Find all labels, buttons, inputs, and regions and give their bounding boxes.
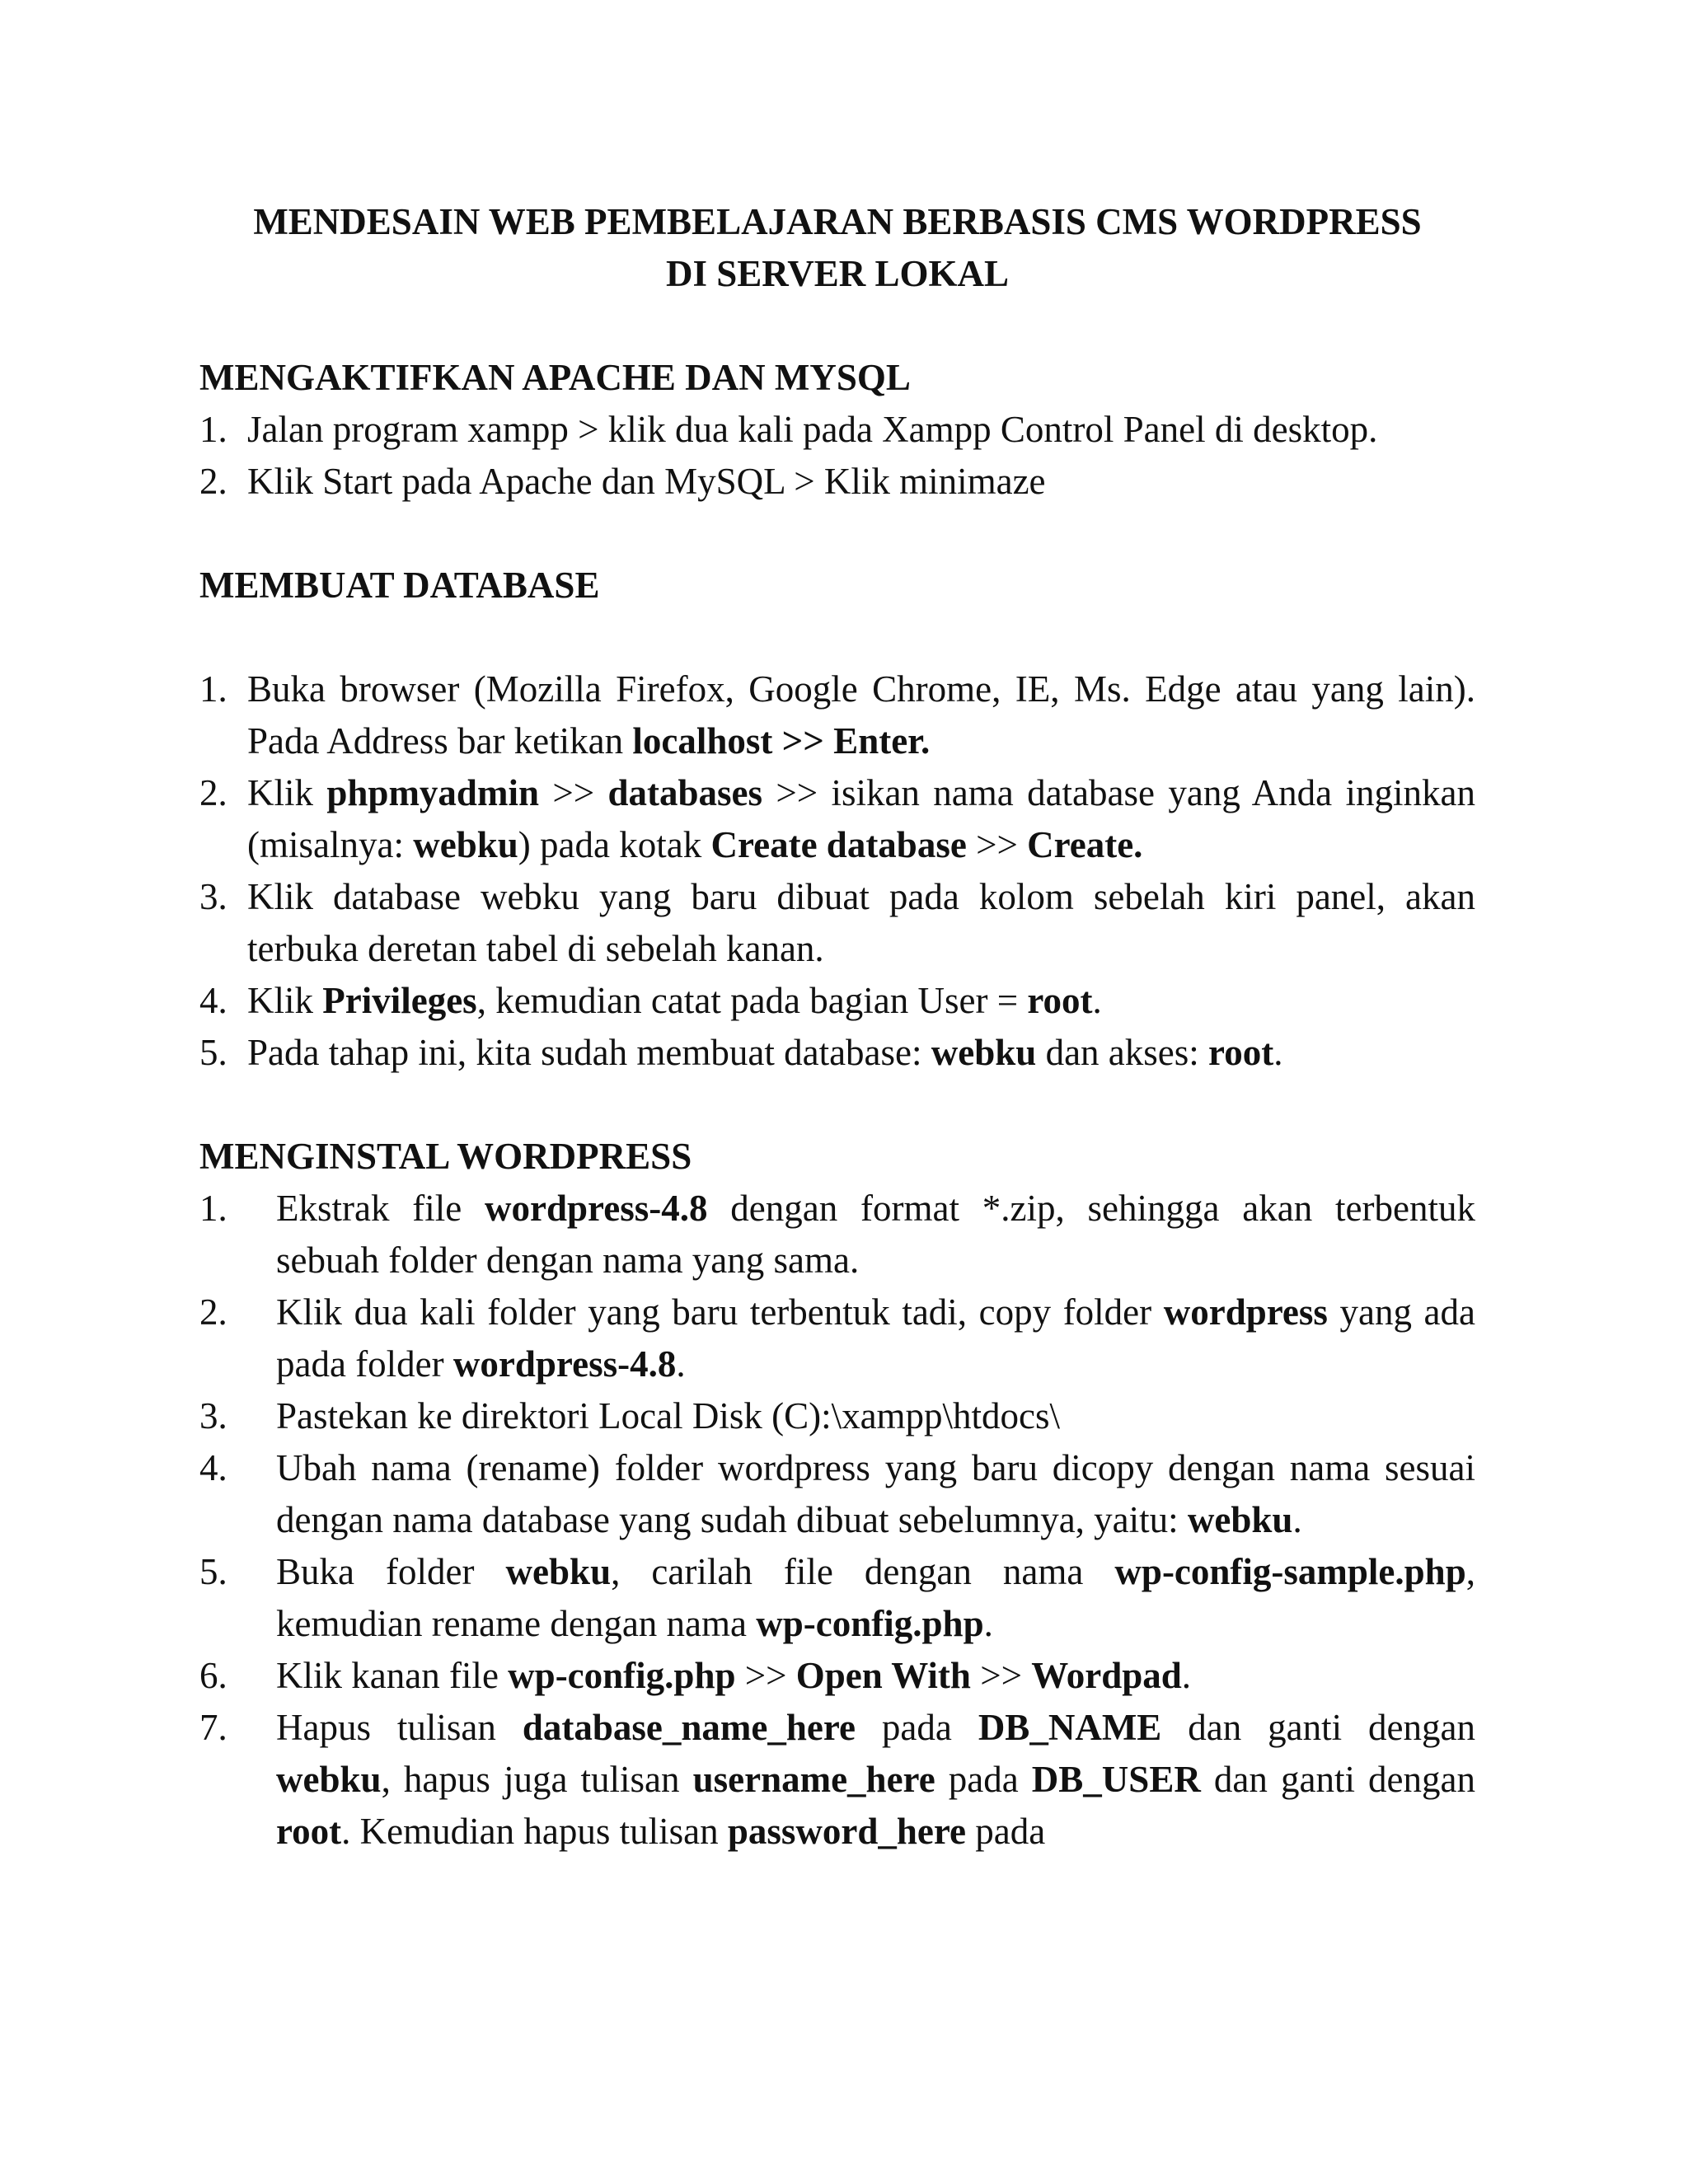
list-item-bold-text: DB_USER xyxy=(1031,1759,1201,1800)
list-item-bold-text: phpmyadmin xyxy=(326,772,539,813)
list-item-text: >> xyxy=(538,772,608,813)
list-item-text: . Kemudian hapus tulisan xyxy=(341,1811,728,1852)
list-item-text: >> xyxy=(970,1655,1032,1696)
list-item xyxy=(199,663,1475,767)
list-item-text: Ubah nama (rename) folder wordpress yang baru dicopy dengan nama sesuai dengan nama database yang sudah dibuat sebelumnya, yaitu: xyxy=(276,1447,1475,1540)
list-item-text: Pada tahap ini, kita sudah membuat database: xyxy=(247,1032,931,1073)
list-item-bold-text: Create. xyxy=(1027,824,1143,865)
list-item-bold-text: wp-config.php xyxy=(756,1603,984,1644)
list-item-number: 2. xyxy=(199,772,227,813)
list-item-text: >> xyxy=(966,824,1028,865)
list-item-bold-text: webku xyxy=(505,1551,612,1592)
list-item-text: , carilah file dengan nama xyxy=(611,1551,1115,1592)
list-item-text: pada xyxy=(856,1707,978,1748)
list-item-text: yang ada pada folder xyxy=(276,1291,1476,1385)
list-item-bold-text: webku xyxy=(276,1759,382,1800)
list-item-text: . xyxy=(1273,1032,1283,1073)
list-item-text: Hapus tulisan xyxy=(276,1707,523,1748)
document-title xyxy=(199,196,1475,300)
list-item-number: 5. xyxy=(199,1032,227,1073)
list-item xyxy=(199,1183,1475,1286)
list-item xyxy=(199,1702,1475,1858)
list-item-text: Klik xyxy=(247,772,327,813)
list-item xyxy=(199,767,1475,871)
list-item-number: 1. xyxy=(199,668,227,710)
list-item-bold-text: root xyxy=(1027,980,1093,1021)
list-item-text: , hapus juga tulisan xyxy=(381,1759,693,1800)
list-item-bold-text: localhost >> Enter. xyxy=(632,720,931,762)
list-item-bold-text: root xyxy=(276,1811,342,1852)
list-item-text: Klik xyxy=(247,980,323,1021)
list-item-bold-text: databases xyxy=(607,772,762,813)
list-item-text: dan ganti dengan xyxy=(1200,1759,1475,1800)
list-item-text: pada xyxy=(935,1759,1032,1800)
list-item-text: ) pada kotak xyxy=(518,824,711,865)
list-item-bold-text: webku xyxy=(1187,1499,1293,1540)
list-item-text: Buka browser (Mozilla Firefox, Google Chrome, IE, Ms. Edge atau yang lain). Pada Address bar ketikan xyxy=(247,668,1475,762)
list-item-text: , kemudian rename dengan nama xyxy=(276,1551,1475,1644)
list-item xyxy=(199,1390,1475,1442)
list-item-text: >> isikan nama database yang Anda inginkan (misalnya: xyxy=(247,772,1475,865)
list-item-bold-text: wordpress xyxy=(1163,1291,1328,1333)
list-item-text: . xyxy=(1181,1655,1192,1696)
list-item xyxy=(199,871,1475,975)
document-page xyxy=(199,196,1475,1858)
list-item-text: . xyxy=(1092,980,1102,1021)
list-item-bold-text: Create database xyxy=(710,824,967,865)
list-item xyxy=(199,1286,1475,1390)
list-item-text: Klik Start pada Apache dan MySQL > Klik minimaze xyxy=(247,461,1046,502)
list-item-text: dan ganti dengan xyxy=(1161,1707,1475,1748)
section-heading-activate-apache: MENGAKTIFKAN APACHE DAN MYSQL xyxy=(199,357,911,398)
list-item-number: 5. xyxy=(199,1551,227,1592)
list-item xyxy=(199,1650,1475,1702)
list-item-bold-text: database_name_here xyxy=(522,1707,856,1748)
list-item-number: 2. xyxy=(199,1291,227,1333)
list-item-bold-text: webku xyxy=(413,824,518,865)
list-item-bold-text: root xyxy=(1208,1032,1274,1073)
list-item xyxy=(199,1027,1475,1079)
list-item-number: 4. xyxy=(199,1447,227,1488)
list-item-number: 3. xyxy=(199,1395,227,1436)
section-heading-create-database: MEMBUAT DATABASE xyxy=(199,565,600,606)
list-item-bold-text: username_here xyxy=(692,1759,935,1800)
list-item xyxy=(199,975,1475,1027)
section-heading-install-wordpress: MENGINSTAL WORDPRESS xyxy=(199,1136,692,1177)
steps-list-create-database xyxy=(199,663,1475,1079)
list-item-bold-text: Open With xyxy=(795,1655,971,1696)
list-item-text: Klik kanan file xyxy=(276,1655,509,1696)
title-line-1: MENDESAIN WEB PEMBELAJARAN BERBASIS CMS WORDPRESS xyxy=(253,201,1422,242)
list-item-bold-text: wordpress-4.8 xyxy=(452,1343,677,1385)
list-item-text: . xyxy=(1292,1499,1302,1540)
list-item-bold-text: webku xyxy=(931,1032,1037,1073)
list-item-text: Klik dua kali folder yang baru terbentuk tadi, copy folder xyxy=(276,1291,1164,1333)
list-item-bold-text: wp-config.php xyxy=(508,1655,736,1696)
list-item-text: . xyxy=(983,1603,993,1644)
list-item xyxy=(199,1442,1475,1546)
list-item-text: . xyxy=(676,1343,686,1385)
list-item-bold-text: Wordpad xyxy=(1031,1655,1182,1696)
list-item-text: >> xyxy=(735,1655,796,1696)
list-item-number: 1. xyxy=(199,1188,227,1229)
list-item-number: 7. xyxy=(199,1707,227,1748)
list-item-text: , kemudian catat pada bagian User = xyxy=(476,980,1028,1021)
list-item-bold-text: password_here xyxy=(727,1811,967,1852)
list-item-number: 2. xyxy=(199,461,227,502)
list-item-bold-text: DB_NAME xyxy=(978,1707,1162,1748)
list-item-bold-text: wp-config-sample.php xyxy=(1114,1551,1466,1592)
list-item-bold-text: Privileges xyxy=(322,980,477,1021)
list-item-text: Buka folder xyxy=(276,1551,506,1592)
steps-list-activate-apache xyxy=(199,404,1475,508)
list-item-bold-text: wordpress-4.8 xyxy=(485,1188,708,1229)
list-item-text: dengan format *.zip, sehingga akan terbentuk sebuah folder dengan nama yang sama. xyxy=(276,1188,1475,1281)
steps-list-install-wordpress xyxy=(199,1183,1475,1858)
list-item-text: Ekstrak file xyxy=(276,1188,485,1229)
list-item-number: 6. xyxy=(199,1655,227,1696)
list-item-text: dan akses: xyxy=(1036,1032,1209,1073)
list-item xyxy=(199,456,1475,508)
list-item xyxy=(199,1546,1475,1650)
list-item xyxy=(199,404,1475,456)
title-line-2: DI SERVER LOKAL xyxy=(665,253,1009,294)
list-item-number: 4. xyxy=(199,980,227,1021)
list-item-number: 3. xyxy=(199,876,227,917)
list-item-text: pada xyxy=(966,1811,1046,1852)
list-item-text: Klik database webku yang baru dibuat pada kolom sebelah kiri panel, akan terbuka deretan tabel di sebelah kanan. xyxy=(247,876,1475,969)
list-item-text: Pastekan ke direktori Local Disk (C):\xampp\htdocs\ xyxy=(276,1395,1061,1436)
list-item-number: 1. xyxy=(199,409,227,450)
list-item-text: Jalan program xampp > klik dua kali pada Xampp Control Panel di desktop. xyxy=(247,409,1378,450)
